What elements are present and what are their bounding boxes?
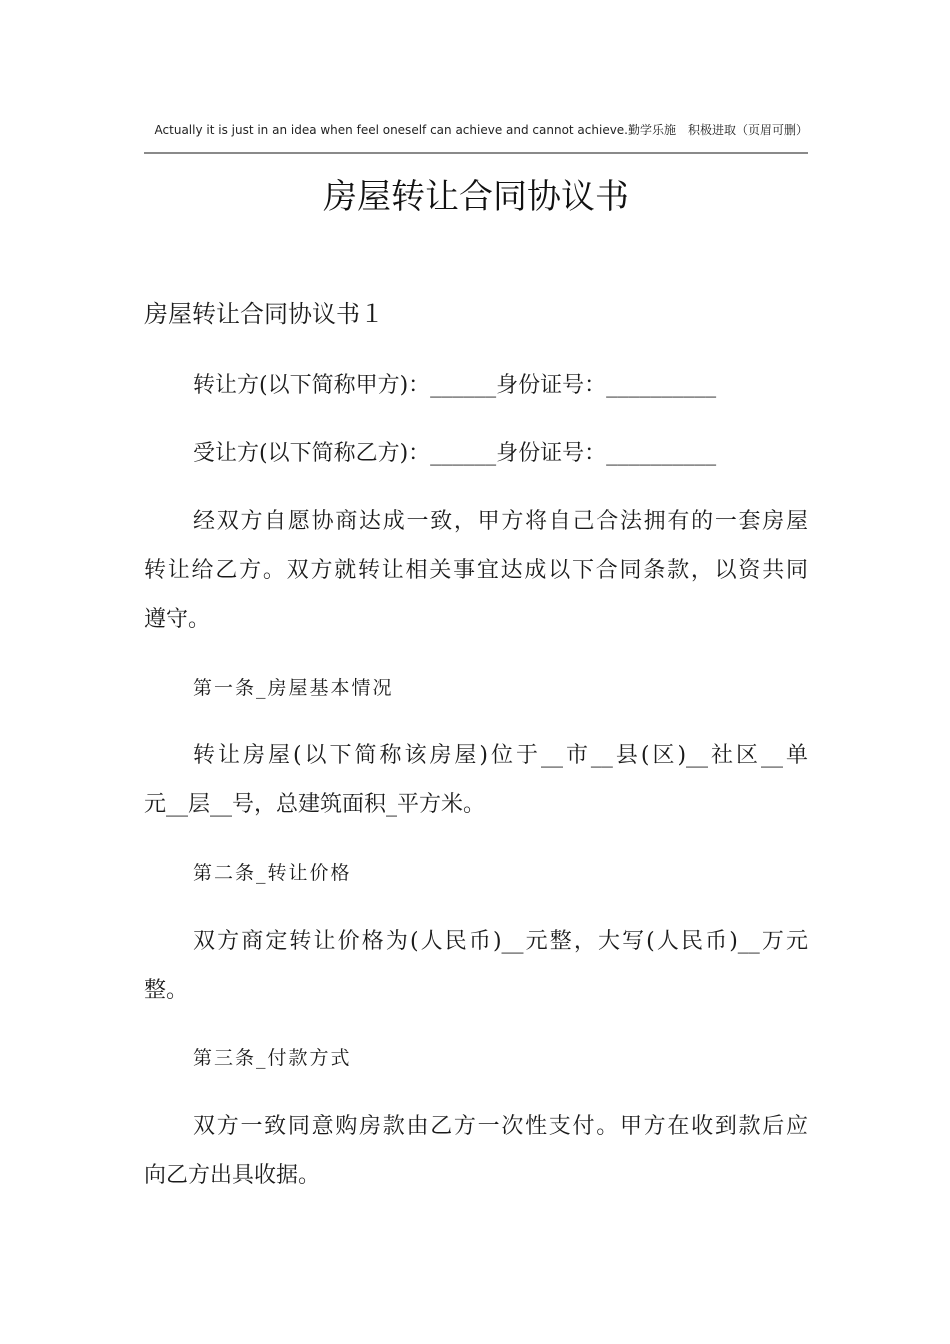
- article-body-line: 双方一致同意购房款由乙方一次性支付。甲方在收到款后应: [193, 1114, 808, 1139]
- transferor-line: 转让方(以下简称甲方)：______身份证号：__________: [193, 373, 717, 398]
- header-divider: [144, 152, 808, 154]
- article-heading: 第三条_付款方式: [193, 1047, 352, 1069]
- transferee-line: 受让方(以下简称乙方)：______身份证号：__________: [193, 441, 717, 466]
- intro-paragraph-line: 转让给乙方。双方就转让相关事宜达成以下合同条款，以资共同: [144, 558, 808, 583]
- article-body-line: 双方商定转让价格为(人民币)__元整，大写(人民币)__万元: [193, 929, 808, 954]
- article-body-line: 元__层__号，总建筑面积_平方米。: [144, 792, 486, 817]
- article-heading: 第一条_房屋基本情况: [193, 677, 394, 699]
- section-heading: 房屋转让合同协议书１: [144, 300, 384, 328]
- document-title: 房屋转让合同协议书: [323, 177, 629, 217]
- article-body-line: 转让房屋(以下简称该房屋)位于__市__县(区)__社区__单: [193, 743, 808, 768]
- article-body-line: 向乙方出具收据。: [144, 1163, 321, 1188]
- article-heading: 第二条_转让价格: [193, 862, 352, 884]
- page-header: Actually it is just in an idea when feel oneself can achieve and cannot achieve.勤学乐施 积极进取（页眉可删）: [154, 123, 808, 137]
- intro-paragraph-line: 经双方自愿协商达成一致，甲方将自己合法拥有的一套房屋: [193, 509, 808, 534]
- article-body-line: 整。: [144, 978, 189, 1003]
- intro-paragraph-line: 遵守。: [144, 607, 211, 632]
